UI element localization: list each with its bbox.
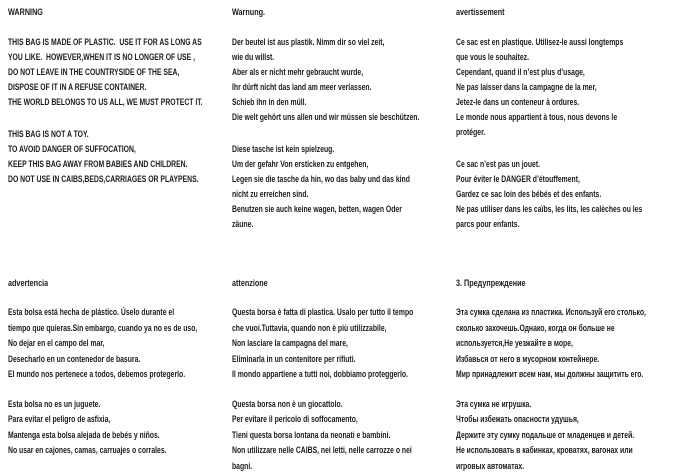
text-line: YOU LIKE. HOWEVER,WHEN IT IS NO LONGER OF USE , xyxy=(8,52,195,62)
text-line: сколько захочешь.Однако, когда он больше не xyxy=(456,322,615,333)
text-line: Die welt gehört uns allen und wir müssen sie beschützen. xyxy=(232,112,420,122)
cell-text-french xyxy=(456,5,675,232)
text-line: che vuoi.Tuttavia, quando non è più utilizzabile, xyxy=(232,322,387,333)
text-line: Ce sac est en plastique. Utilisez-le aussi longtemps xyxy=(456,37,624,47)
text-line: Ne pas laisser dans la campagne de la mer, xyxy=(456,82,597,92)
cell-paragraphs xyxy=(456,35,675,232)
text-line: Ne pas utiliser dans les caïbs, les lits, les calèches ou les xyxy=(456,204,643,214)
text-line: nicht zu erreichen sind. xyxy=(232,189,309,199)
cell-paragraphs xyxy=(456,305,675,474)
text-line: Questa borsa è fatta di plastica. Usalo per tutto il tempo xyxy=(232,307,414,317)
text-line: parcs pour enfants. xyxy=(456,219,520,229)
text-line: THIS BAG IS MADE OF PLASTIC. USE IT FOR AS LONG AS xyxy=(8,37,202,47)
text-line: wie du willst. xyxy=(232,52,275,62)
text-line: Aber als er nicht mehr gebraucht wurde, xyxy=(232,67,364,77)
cell-title: 3. Предупреждение xyxy=(456,278,526,289)
text-line: Эта сумка сделана из пластика. Используй его столько, xyxy=(456,307,646,317)
warning-cell-italian xyxy=(227,268,457,475)
text-line: Избавься от него в мусорном контейнере. xyxy=(456,353,600,364)
text-line: bagni. xyxy=(232,460,253,471)
text-line: Non lasciare la campagna del mare, xyxy=(232,338,348,348)
text-line: Mantenga esta bolsa alejada de bebés y niños. xyxy=(8,429,160,440)
text-line: Non utilizzare nelle CAIBS, nei letti, nelle carrozze o nei xyxy=(232,445,412,455)
cell-title: avertissement xyxy=(456,7,505,18)
warning-paragraph xyxy=(232,142,457,232)
warning-paragraph xyxy=(8,127,235,187)
text-line: No usar en cajones, camas, carruajes o corrales. xyxy=(8,445,167,455)
cell-title: attenzione xyxy=(232,278,268,289)
text-line: Diese tasche ist kein spielzeug. xyxy=(232,144,335,154)
text-line: Gardez ce sac loin des bébés et des enfants. xyxy=(456,189,602,199)
warning-paragraph xyxy=(232,35,457,125)
cell-paragraphs xyxy=(232,35,457,232)
cell-title: advertencia xyxy=(8,278,49,289)
text-line: THIS BAG IS NOT A TOY. xyxy=(8,129,89,139)
cell-text-english xyxy=(8,5,235,187)
warning-paragraph xyxy=(8,305,235,383)
warning-paragraph xyxy=(8,35,235,110)
text-line: используется,Не уезжайте в море, xyxy=(456,338,573,348)
text-line: Ihr dürft nicht das land am meer verlassen. xyxy=(232,82,372,92)
text-line: Para evitar el peligro de asfixia, xyxy=(8,414,111,424)
cell-text-russian xyxy=(456,276,675,474)
text-line: El mundo nos pertenece a todos, debemos protegerlo. xyxy=(8,369,186,379)
warning-paragraph xyxy=(456,305,675,383)
text-line: Jetez-le dans un conteneur à ordures. xyxy=(456,97,580,107)
warning-paragraph xyxy=(232,397,457,475)
cell-text-german xyxy=(232,5,457,232)
warning-cell-spanish xyxy=(0,268,235,475)
text-line: Il mondo appartiene a tutti noi, dobbiamo proteggerlo. xyxy=(232,369,408,379)
text-line: No dejar en el campo del mar, xyxy=(8,338,105,348)
warning-paragraph xyxy=(456,35,675,140)
text-line: Esta bolsa no es un juguete. xyxy=(8,398,101,409)
text-line: Schieb ihn in den müll. xyxy=(232,97,307,107)
text-line: Pour éviter le DANGER d’étouffement, xyxy=(456,174,580,184)
cell-paragraphs xyxy=(8,35,235,187)
text-line: Legen sie die tasche da hin, wo das baby und das kind xyxy=(232,174,410,184)
text-line: игровых автоматах. xyxy=(456,460,525,471)
cell-paragraphs xyxy=(8,305,235,459)
text-line: Мир принадлежит всем нам, мы должны защитить его. xyxy=(456,369,644,379)
text-line: DISPOSE OF IT IN A REFUSE CONTAINER. xyxy=(8,82,147,92)
text-line: Questa borsa non è un giocattolo. xyxy=(232,398,343,409)
text-line: Benutzen sie auch keine wagen, betten, wagen Oder xyxy=(232,204,402,214)
text-line: que vous le souhaitez. xyxy=(456,52,529,62)
cell-title: WARNING xyxy=(8,7,43,18)
text-line: tiempo que quieras.Sin embargo, cuando ya no es de uso, xyxy=(8,322,198,333)
text-line: DO NOT USE IN CAIBS,BEDS,CARRIAGES OR PLAYPENS. xyxy=(8,174,199,184)
text-line: Cependant, quand il n’est plus d’usage, xyxy=(456,67,585,77)
warning-cell-english xyxy=(0,0,235,268)
warning-cell-russian xyxy=(452,268,675,475)
warning-cell-german xyxy=(227,0,457,268)
text-line: KEEP THIS BAG AWAY FROM BABIES AND CHILDREN. xyxy=(8,159,188,169)
warning-paragraph xyxy=(456,397,675,475)
text-line: Эта сумка не игрушка. xyxy=(456,398,532,409)
text-line: Le monde nous appartient à tous, nous devons le xyxy=(456,112,618,122)
text-line: Ce sac n’est pas un jouet. xyxy=(456,159,541,169)
text-line: Eliminarla in un contenitore per rifiuti. xyxy=(232,353,356,364)
text-line: protéger. xyxy=(456,127,486,137)
text-line: DO NOT LEAVE IN THE COUNTRYSIDE OF THE SEA, xyxy=(8,67,180,77)
text-line: Desecharlo en un contenedor de basura. xyxy=(8,353,141,364)
cell-text-italian xyxy=(232,276,457,474)
text-line: Tieni questa borsa lontana da neonati e bambini. xyxy=(232,429,391,440)
text-line: Не использовать в кабинках, кроватях, вагонах или xyxy=(456,445,633,455)
text-line: TO AVOID DANGER OF SUFFOCATION, xyxy=(8,144,136,154)
cell-paragraphs xyxy=(232,305,457,474)
text-line: Держите эту сумку подальше от младенцев и детей. xyxy=(456,429,635,440)
text-line: THE WORLD BELONGS TO US ALL, WE MUST PROTECT IT. xyxy=(8,97,203,107)
text-line: Um der gefahr Von ersticken zu entgehen, xyxy=(232,159,369,169)
cell-title: Warnung. xyxy=(232,7,266,18)
warning-cell-french xyxy=(452,0,675,268)
text-line: Esta bolsa está hecha de plástico. Úselo durante el xyxy=(8,307,175,317)
text-line: Per evitare il pericolo di soffocamento, xyxy=(232,414,358,424)
warning-paragraph xyxy=(8,397,235,459)
text-line: Чтобы избежать опасности удушья, xyxy=(456,414,579,424)
cell-text-spanish xyxy=(8,276,235,459)
warning-paragraph xyxy=(232,305,457,383)
text-line: Der beutel ist aus plastik. Nimm dir so viel zeit, xyxy=(232,37,385,47)
warning-paragraph xyxy=(456,157,675,232)
text-line: zäune. xyxy=(232,219,254,229)
